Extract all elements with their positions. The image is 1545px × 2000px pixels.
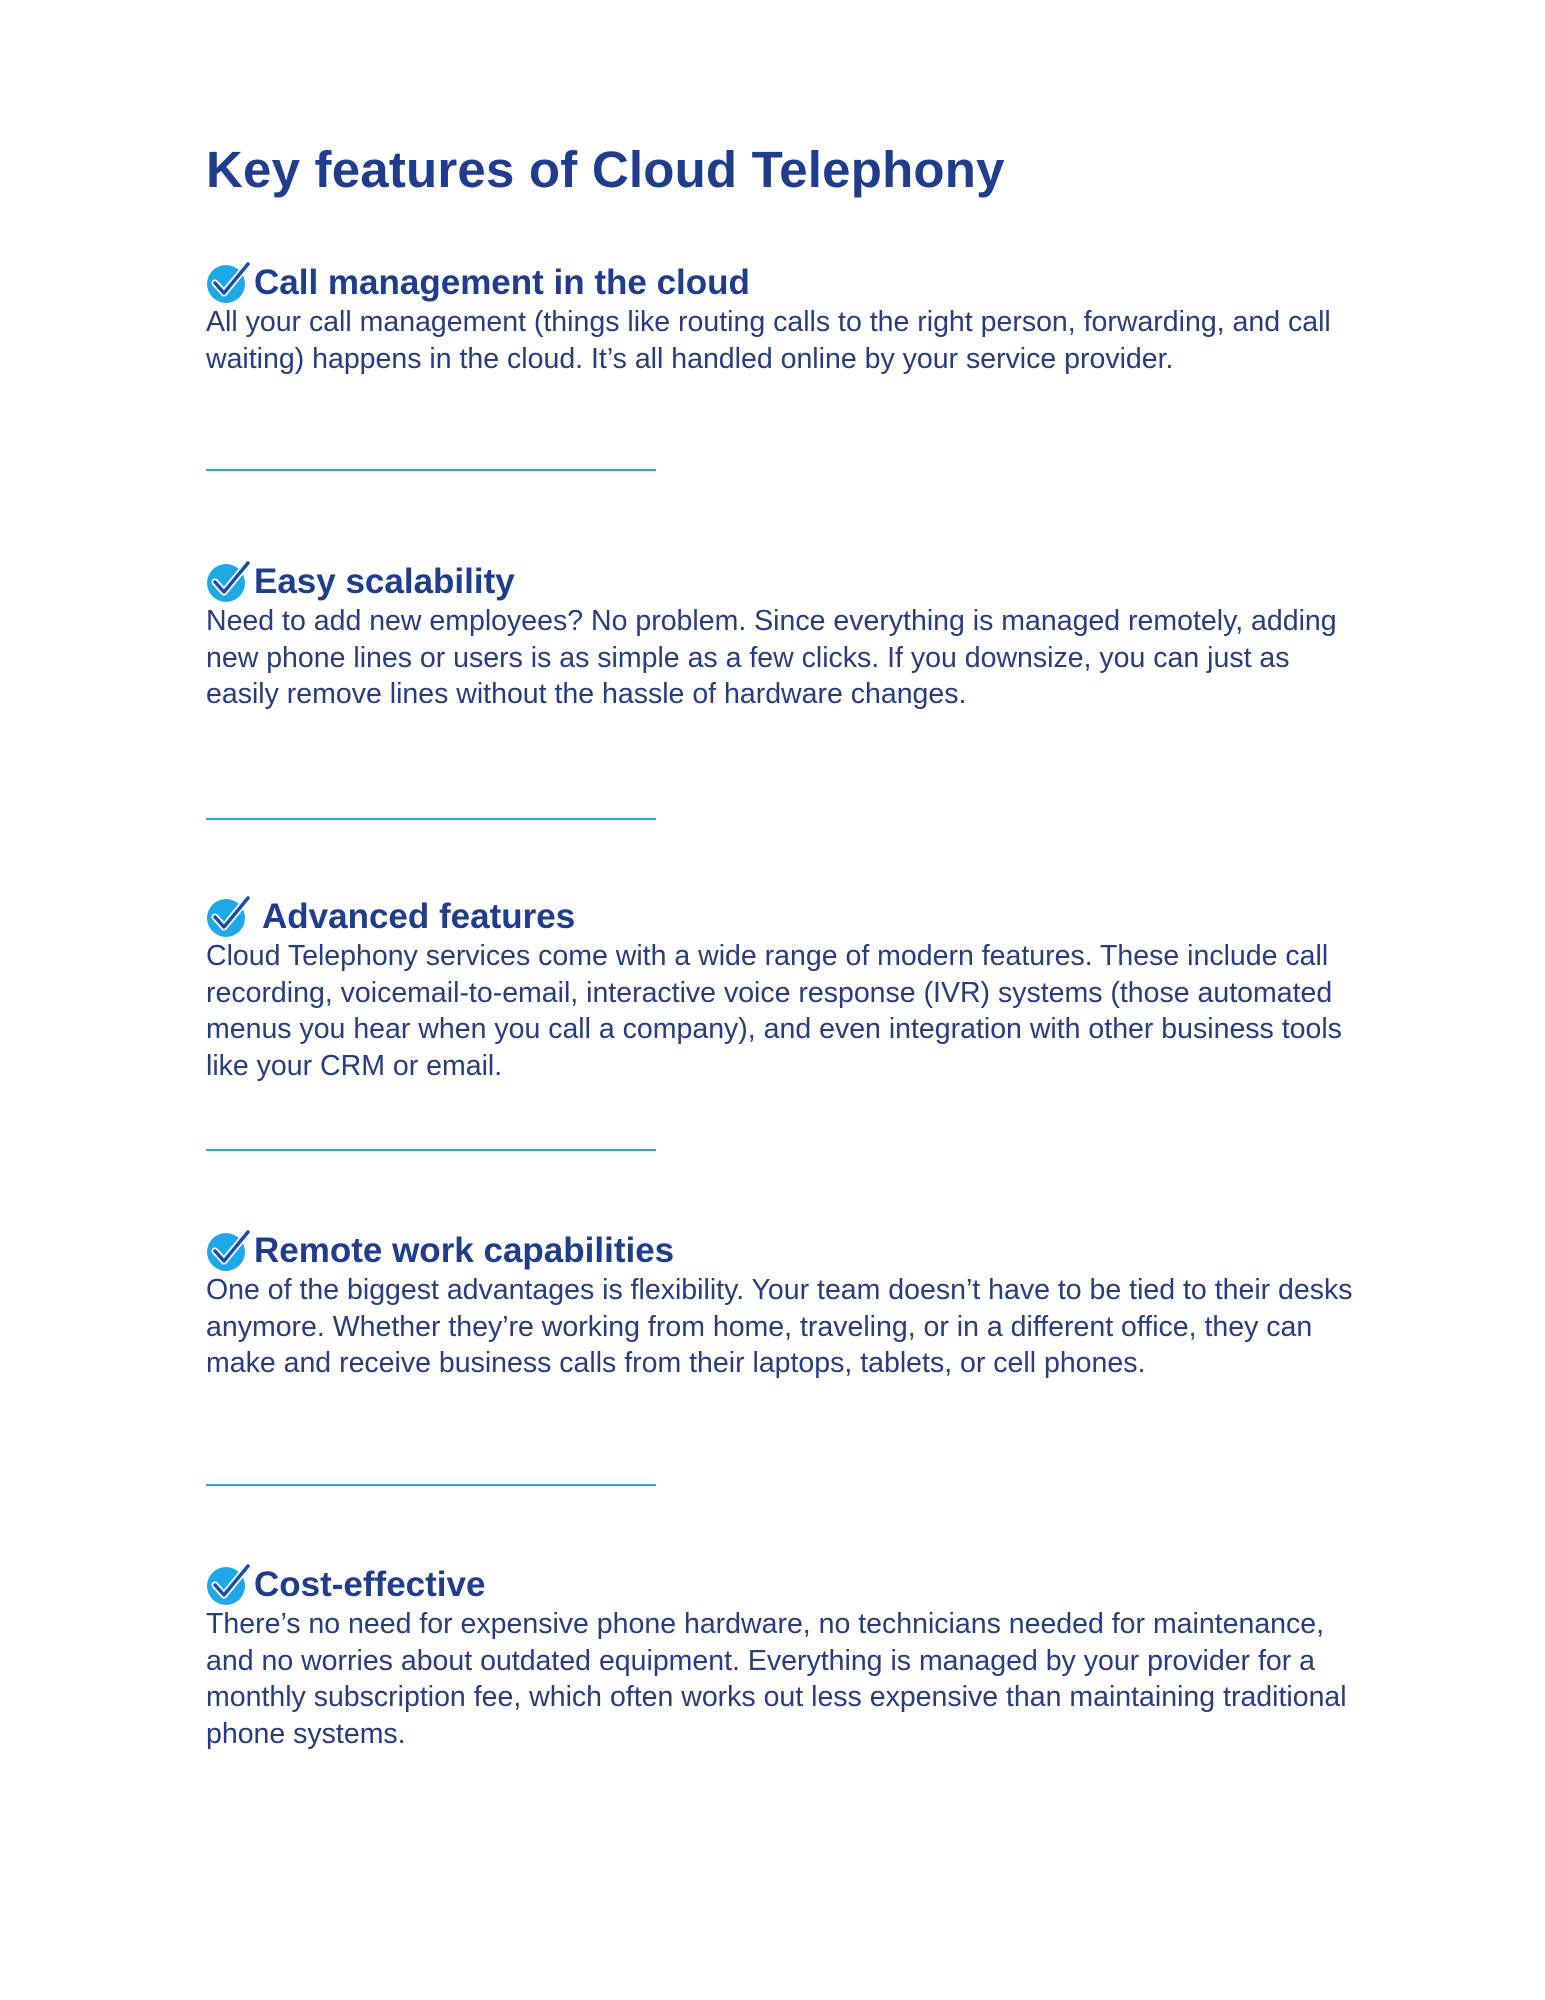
check-badge-icon <box>206 894 252 938</box>
page-title: Key features of Cloud Telephony <box>206 141 1005 198</box>
feature-description: Cloud Telephony services come with a wide range of modern features. These include call recording, voicemail-to-email, interactive voice response (IVR) systems (those automated menus you hear when you call a company), and even integration with other business tools like your CRM or email. <box>206 940 1342 1082</box>
feature-description: One of the biggest advantages is flexibility. Your team doesn’t have to be tied to their desks anymore. Whether they’re working from home, traveling, or in a different office, they can make and receive business calls from their laptops, tablets, or cell phones. <box>206 1274 1353 1380</box>
section-divider <box>206 469 656 471</box>
feature-advanced-features <box>206 892 1356 1084</box>
check-badge-icon <box>206 1228 252 1272</box>
feature-heading <box>206 1560 1356 1606</box>
feature-description: All your call management (things like routing calls to the right person, forwarding, and call waiting) happens in the cloud. It’s all handled online by your service provider. <box>206 306 1331 375</box>
feature-description: Need to add new employees? No problem. Since everything is managed remotely, adding new phone lines or users is as simple as a few clicks. If you downsize, you can just as easily remove lines without the hassle of hardware changes. <box>206 605 1337 711</box>
feature-heading <box>206 1226 1356 1272</box>
feature-title: Easy scalability <box>254 562 515 601</box>
feature-cost-effective <box>206 1560 1356 1752</box>
feature-description: There’s no need for expensive phone hardware, no technicians needed for maintenance, and no worries about outdated equipment. Everything is managed by your provider for a monthly subscription fee, which often works out less expensive than maintaining traditional phone systems. <box>206 1608 1347 1750</box>
section-divider <box>206 1484 656 1486</box>
section-divider <box>206 818 656 820</box>
feature-title: Remote work capabilities <box>254 1231 675 1270</box>
feature-easy-scalability <box>206 557 1356 713</box>
feature-remote-work <box>206 1226 1356 1382</box>
feature-title: Advanced features <box>262 897 576 936</box>
feature-heading <box>206 258 1356 304</box>
feature-heading <box>206 892 1356 938</box>
check-badge-icon <box>206 559 252 603</box>
feature-title: Call management in the cloud <box>254 263 750 302</box>
feature-heading <box>206 557 1356 603</box>
feature-call-management <box>206 258 1356 377</box>
feature-title: Cost-effective <box>254 1565 486 1604</box>
section-divider <box>206 1149 656 1151</box>
check-badge-icon <box>206 260 252 304</box>
check-badge-icon <box>206 1562 252 1606</box>
